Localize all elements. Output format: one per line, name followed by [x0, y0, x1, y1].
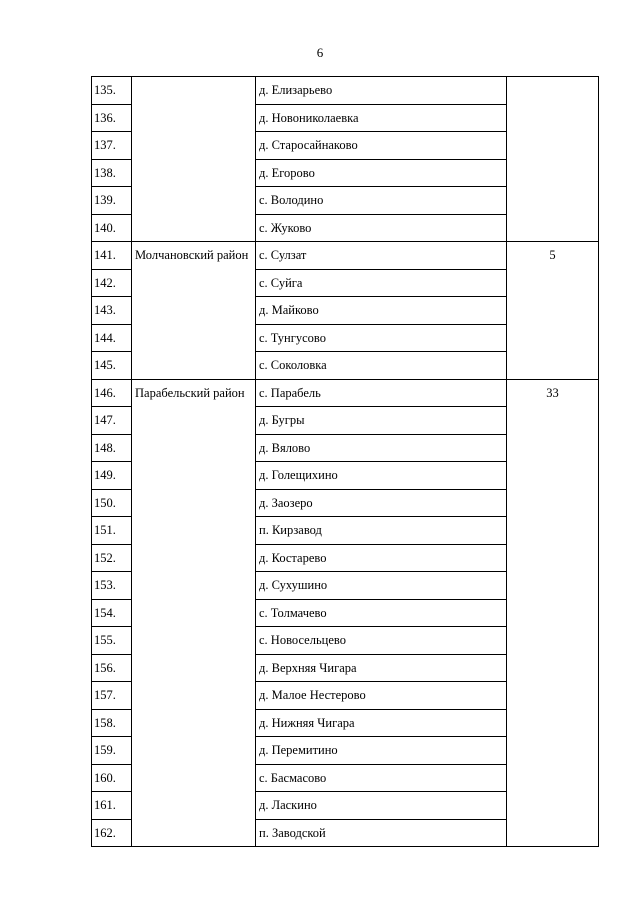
- settlement-name: с. Парабель: [256, 379, 507, 407]
- row-number: 142.: [92, 269, 132, 297]
- district-name: Молчановский район: [132, 242, 256, 380]
- row-number: 150.: [92, 489, 132, 517]
- row-number: 139.: [92, 187, 132, 215]
- table-row: [92, 242, 599, 270]
- settlement-name: с. Володино: [256, 187, 507, 215]
- row-number: 161.: [92, 792, 132, 820]
- settlement-name: д. Голещихино: [256, 462, 507, 490]
- row-number: 156.: [92, 654, 132, 682]
- row-number: 145.: [92, 352, 132, 380]
- row-number: 138.: [92, 159, 132, 187]
- settlement-name: с. Басмасово: [256, 764, 507, 792]
- row-number: 143.: [92, 297, 132, 325]
- settlement-name: д. Ласкино: [256, 792, 507, 820]
- row-number: 144.: [92, 324, 132, 352]
- row-number: 158.: [92, 709, 132, 737]
- row-number: 140.: [92, 214, 132, 242]
- row-number: 159.: [92, 737, 132, 765]
- table-row: [92, 379, 599, 407]
- settlement-name: с. Новосельцево: [256, 627, 507, 655]
- table-row: [92, 77, 599, 105]
- settlement-name: д. Костарево: [256, 544, 507, 572]
- settlement-name: д. Перемитино: [256, 737, 507, 765]
- settlement-name: д. Елизарьево: [256, 77, 507, 105]
- row-number: 147.: [92, 407, 132, 435]
- settlement-name: п. Кирзавод: [256, 517, 507, 545]
- settlement-name: д. Старосайнаково: [256, 132, 507, 160]
- district-name: [132, 77, 256, 242]
- district-name: Парабельский район: [132, 379, 256, 847]
- row-number: 151.: [92, 517, 132, 545]
- page-number: 6: [316, 45, 324, 60]
- settlement-name: д. Вялово: [256, 434, 507, 462]
- settlement-name: д. Егорово: [256, 159, 507, 187]
- settlement-name: д. Нижняя Чигара: [256, 709, 507, 737]
- row-number: 141.: [92, 242, 132, 270]
- settlement-name: с. Тунгусово: [256, 324, 507, 352]
- row-number: 155.: [92, 627, 132, 655]
- row-number: 149.: [92, 462, 132, 490]
- district-count: [507, 77, 599, 242]
- settlement-name: д. Верхняя Чигара: [256, 654, 507, 682]
- district-count: 5: [507, 242, 599, 380]
- district-count: 33: [507, 379, 599, 847]
- row-number: 152.: [92, 544, 132, 572]
- row-number: 148.: [92, 434, 132, 462]
- settlements-table-body: [92, 77, 599, 847]
- settlement-name: с. Толмачево: [256, 599, 507, 627]
- settlement-name: д. Сухушино: [256, 572, 507, 600]
- row-number: 135.: [92, 77, 132, 105]
- settlement-name: д. Заозеро: [256, 489, 507, 517]
- row-number: 154.: [92, 599, 132, 627]
- settlement-name: д. Майково: [256, 297, 507, 325]
- row-number: 153.: [92, 572, 132, 600]
- settlements-table: [91, 76, 599, 847]
- settlement-name: д. Малое Нестерово: [256, 682, 507, 710]
- row-number: 157.: [92, 682, 132, 710]
- settlement-name: д. Новониколаевка: [256, 104, 507, 132]
- row-number: 136.: [92, 104, 132, 132]
- settlement-name: с. Соколовка: [256, 352, 507, 380]
- settlement-name: с. Суйга: [256, 269, 507, 297]
- row-number: 162.: [92, 819, 132, 847]
- settlement-name: д. Бугры: [256, 407, 507, 435]
- settlement-name: п. Заводской: [256, 819, 507, 847]
- row-number: 137.: [92, 132, 132, 160]
- row-number: 160.: [92, 764, 132, 792]
- settlement-name: с. Жуково: [256, 214, 507, 242]
- row-number: 146.: [92, 379, 132, 407]
- settlement-name: с. Сулзат: [256, 242, 507, 270]
